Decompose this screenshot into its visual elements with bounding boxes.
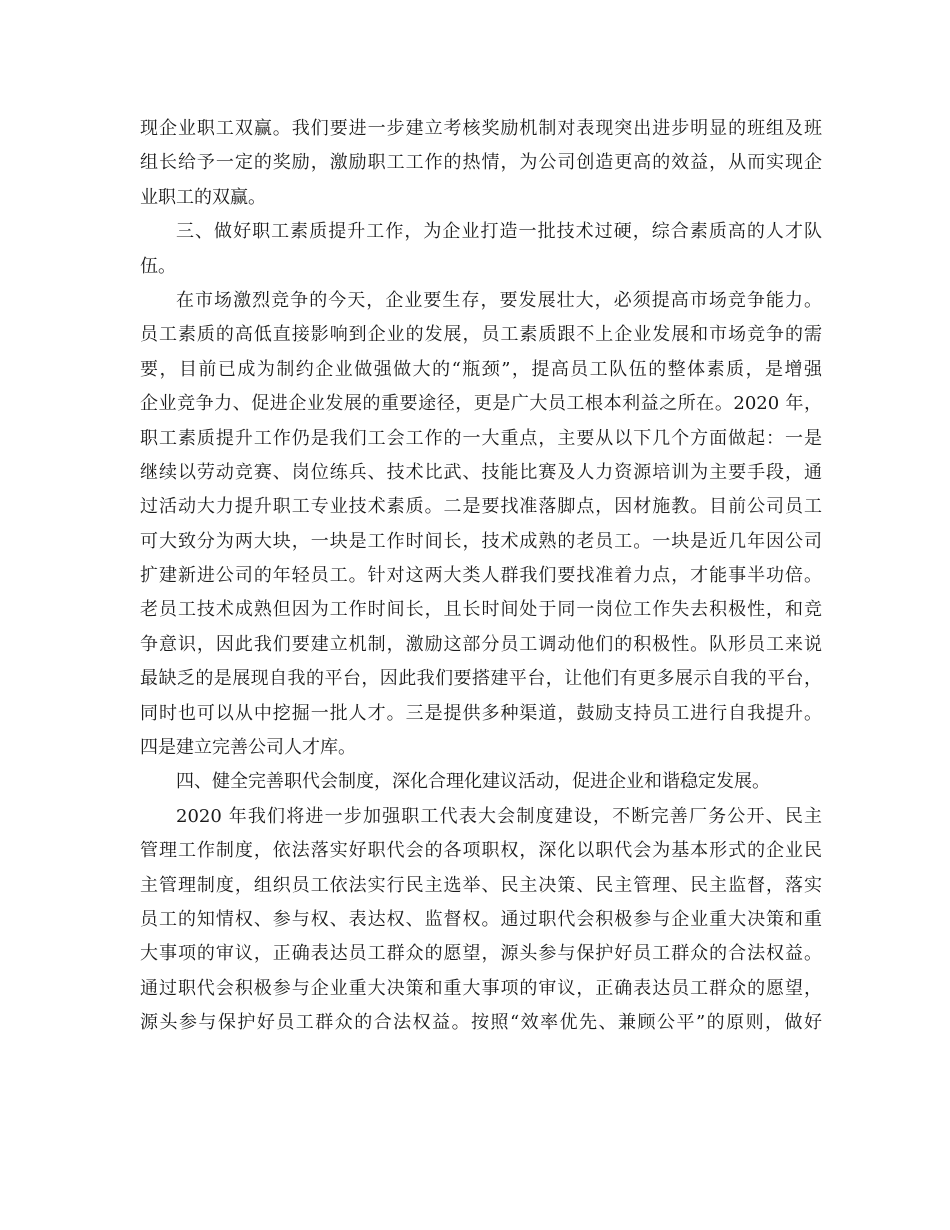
paragraph-line: 扩建新进公司的年轻员工。针对这两大类人群我们要找准着力点，才能事半功倍。 [140, 565, 822, 587]
paragraph [140, 800, 822, 1041]
paragraph-line: 企业竞争力、促进企业发展的重要途径，更是广大员工根本利益之所在。2020 年， [140, 393, 822, 415]
paragraph-line: 现企业职工双赢。我们要进一步建立考核奖励机制对表现突出进步明显的班组及班 [140, 118, 822, 139]
paragraph-line: 三、做好职工素质提升工作，为企业打造一批技术过硬，综合素质高的人才队 [176, 221, 822, 243]
paragraph-line: 业职工的双赢。 [140, 186, 266, 208]
paragraph-line: 员工的知情权、参与权、表达权、监督权。通过职代会积极参与企业重大决策和重 [140, 908, 822, 930]
paragraph-line: 同时也可以从中挖掘一批人才。三是提供多种渠道，鼓励支持员工进行自我提升。 [140, 702, 822, 724]
paragraph [140, 284, 822, 765]
paragraph-line: 职工素质提升工作仍是我们工会工作的一大重点，主要从以下几个方面做起：一是 [140, 427, 822, 449]
paragraph-line: 伍。 [140, 255, 176, 277]
paragraph [140, 215, 822, 284]
paragraph-line: 管理工作制度，依法落实好职代会的各项职权，深化以职代会为基本形式的企业民 [140, 840, 822, 862]
paragraph-line: 争意识，因此我们要建立机制，激励这部分员工调动他们的积极性。队形员工来说 [140, 633, 822, 655]
paragraph-line: 四、健全完善职代会制度，深化合理化建议活动，促进企业和谐稳定发展。 [176, 771, 770, 793]
paragraph-line: 源头参与保护好员工群众的合法权益。按照“效率优先、兼顾公平”的原则，做好 [140, 1012, 822, 1034]
paragraph-line: 2020 年我们将进一步加强职工代表大会制度建设，不断完善厂务公开、民主 [176, 805, 822, 827]
paragraph-line: 继续以劳动竞赛、岗位练兵、技术比武、技能比赛及人力资源培训为主要手段，通 [140, 461, 822, 483]
paragraph-line: 最缺乏的是展现自我的平台，因此我们要搭建平台，让他们有更多展示自我的平台， [140, 668, 822, 690]
paragraph-line: 要，目前已成为制约企业做强做大的“瓶颈”，提高员工队伍的整体素质，是增强 [140, 358, 822, 380]
paragraph-line: 主管理制度，组织员工依法实行民主选举、民主决策、民主管理、民主监督，落实 [140, 874, 822, 896]
paragraph-line: 员工素质的高低直接影响到企业的发展，员工素质跟不上企业发展和市场竞争的需 [140, 324, 822, 346]
document-body [140, 112, 822, 1041]
paragraph-line: 四是建立完善公司人才库。 [140, 737, 356, 759]
paragraph-line: 老员工技术成熟但因为工作时间长，且长时间处于同一岗位工作失去积极性，和竞 [140, 599, 822, 621]
paragraph-line: 在市场激烈竞争的今天，企业要生存，要发展壮大，必须提高市场竞争能力。 [176, 289, 822, 311]
paragraph-line: 通过职代会积极参与企业重大决策和重大事项的审议，正确表达员工群众的愿望， [140, 977, 822, 999]
paragraph-line: 大事项的审议，正确表达员工群众的愿望，源头参与保护好员工群众的合法权益。 [140, 943, 822, 965]
paragraph [140, 765, 822, 799]
paragraph [140, 112, 822, 215]
paragraph-line: 可大致分为两大块，一块是工作时间长，技术成熟的老员工。一块是近几年因公司 [140, 530, 822, 552]
paragraph-line: 过活动大力提升职工专业技术素质。二是要找准落脚点，因材施教。目前公司员工 [140, 496, 822, 518]
paragraph-line: 组长给予一定的奖励，激励职工工作的热情，为公司创造更高的效益，从而实现企 [140, 152, 822, 174]
